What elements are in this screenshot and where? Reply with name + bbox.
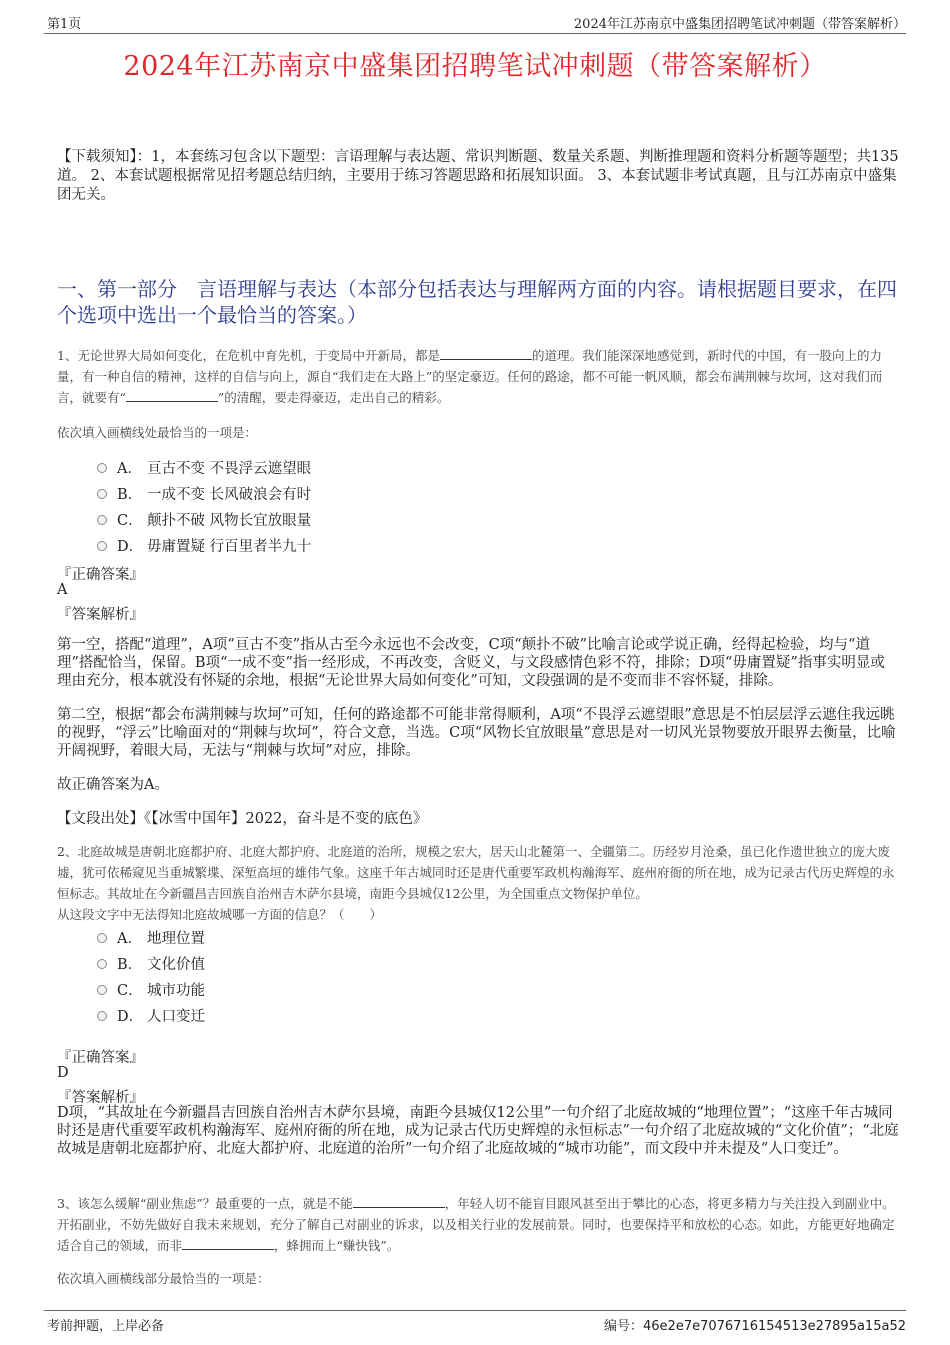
option-letter: C． (117, 983, 143, 999)
q1-option-a[interactable] (97, 457, 311, 478)
option-text: 人口变迁 (147, 1009, 205, 1025)
document-title: 2024年江苏南京中盛集团招聘笔试冲刺题（带答案解析） (123, 51, 827, 82)
q1-answer: A (57, 582, 68, 598)
q1-conclusion: 故正确答案为A。 (57, 777, 169, 793)
radio-icon[interactable] (97, 959, 107, 969)
q3-prompt: 依次填入画横线部分最恰当的一项是： (57, 1271, 270, 1286)
option-text: 亘古不变 不畏浮云遮望眼 (147, 461, 312, 477)
q3-stem-part-b: ，年轻人切不能盲目跟风甚至出于攀比的心态，将更多精力与关注投入到副业中。开拓副业，不妨先做好自我未来规划，充分了解自己对副业的诉求，以及相关行业的发展前景。同时，也要保持平和放松的心态。如此，方能更好地确定适合自己的领域，而非 (57, 1196, 895, 1253)
header-divider (44, 33, 906, 34)
q1-analysis-p1: 第一空，搭配“道理”，A项“亘古不变”指从古至今永远也不会改变，C项“颠扑不破”比喻言论或学说正确，经得起检验，均与“道理”搭配恰当，保留。B项“一成不变”指一经形成，不再改变，含贬义，与文段感情色彩不符，排除；D项“毋庸置疑”指事实明显或理由充分，根本就没有怀疑的余地，根据“无论世界大局如何变化”可知，文段强调的是不变而非不容怀疑，排除。 (57, 637, 885, 689)
option-text: 毋庸置疑 行百里者半九十 (147, 539, 312, 555)
download-notice: 【下载须知】：1，本套练习包含以下题型：言语理解与表达题、常识判断题、数量关系题、判断推理题和资料分析题等题型；共135道。 2、本套试题根据常见招考题总结归纳，主要用于练习答题思路和拓展知识面。 3、本套试题非考试真题，且与江苏南京中盛集团无关。 (57, 149, 899, 203)
option-letter: D． (117, 539, 144, 555)
radio-icon[interactable] (97, 933, 107, 943)
section-heading: 一、第一部分 言语理解与表达（本部分包括表达与理解两方面的内容。请根据题目要求，在四个选项中选出一个最恰当的答案。） (57, 277, 897, 327)
q2-option-d[interactable] (97, 1005, 205, 1026)
q1-prompt: 依次填入画横线处最恰当的一项是： (57, 425, 258, 440)
q3-blank-1 (353, 1195, 445, 1208)
option-letter: A． (117, 931, 142, 947)
question-2-stem: 2、北庭故城是唐朝北庭都护府、北庭大都护府、北庭道的治所，规模之宏大，居天山北麓第一、全疆第二。历经岁月沧桑，虽已化作遗世独立的庞大废墟，犹可依稀窥见当重城繁堞、深堑高垣的雄伟气象。这座千年古城同时还是唐代重要军政机构瀚海军、庭州府衙的所在地，成为记录古代历史辉煌的永恒标志。其故址在今新疆昌吉回族自治州吉木萨尔县境，南距今县城仅12公里，为全国重点文物保护单位。 (57, 844, 895, 901)
radio-icon[interactable] (97, 1011, 107, 1021)
q1-blank-1 (440, 347, 532, 360)
option-letter: C． (117, 513, 143, 529)
q1-analysis-p2: 第二空，根据“都会布满荆棘与坎坷”可知，任何的路途都不可能非常得顺利，A项“不畏浮云遮望眼”意思是不怕层层浮云遮住我远眺的视野，“浮云”比喻面对的“荆棘与坎坷”，符合文意，当选。C项“风物长宜放眼量”意思是对一切风光景物要放开眼界去衡量，比喻开阔视野，着眼大局，无法与“荆棘与坎坷”对应，排除。 (57, 707, 896, 759)
q2-analysis: D项，“其故址在今新疆昌吉回族自治州吉木萨尔县境，南距今县城仅12公里”一句介绍了北庭故城的“地理位置”；“这座千年古城同时还是唐代重要军政机构瀚海军、庭州府衙的所在地，成为记录古代历史辉煌的永恒标志”一句介绍了北庭故城的“文化价值”；“北庭故城是唐朝北庭都护府、北庭大都护府、北庭道的治所”一句介绍了北庭故城的“城市功能”，而文段中并未提及“人口变迁”。 (57, 1105, 899, 1157)
option-letter: B． (117, 957, 143, 973)
footer-doc-id: 编号：46e2e7e7076716154513e27895a15a52 (604, 1319, 906, 1334)
q2-prompt: 从这段文字中无法得知北庭故城哪一方面的信息？（ ） (57, 907, 383, 922)
option-letter: D． (117, 1009, 144, 1025)
footer-divider (44, 1310, 906, 1311)
header-doc-title: 2024年江苏南京中盛集团招聘笔试冲刺题（带答案解析） (573, 17, 906, 32)
option-text: 一成不变 长风破浪会有时 (147, 487, 312, 503)
q3-stem-part-a: 3、该怎么缓解“副业焦虑”？最重要的一点，就是不能 (57, 1196, 353, 1211)
option-text: 颠扑不破 风物长宜放眼量 (147, 513, 312, 529)
q2-option-a[interactable] (97, 927, 205, 948)
footer-slogan: 考前押题，上岸必备 (47, 1319, 165, 1334)
radio-icon[interactable] (97, 541, 107, 551)
q2-analysis-label: 『答案解析』 (57, 1090, 144, 1106)
q2-answer-label: 『正确答案』 (57, 1050, 144, 1066)
q1-blank-2 (126, 389, 218, 402)
q1-source: 【文段出处】《【冰雪中国年】2022，奋斗是不变的底色》 (57, 811, 428, 827)
q1-stem-part-c: ”的清醒，要走得豪迈，走出自己的精彩。 (217, 390, 450, 405)
q2-answer: D (57, 1065, 69, 1081)
option-letter: B． (117, 487, 143, 503)
radio-icon[interactable] (97, 515, 107, 525)
q1-stem-part-b: 的道理。我们能深深地感觉到，新时代的中国，有一股向上的力量，有一种自信的精神，这样的自信与向上，源自“我们走在大路上”的坚定豪迈。任何的路途，都不可能一帆风顺，都会布满荆棘与坎坷，这对我们而言，就要有“ (57, 348, 883, 405)
q3-blank-2 (182, 1237, 274, 1250)
question-1-stem (57, 345, 899, 408)
q1-option-d[interactable] (97, 535, 311, 556)
q2-option-b[interactable] (97, 953, 205, 974)
q1-analysis-label: 『答案解析』 (57, 607, 144, 623)
question-3-stem (57, 1193, 899, 1256)
radio-icon[interactable] (97, 985, 107, 995)
q1-option-b[interactable] (97, 483, 311, 504)
page-number: 第1页 (47, 17, 82, 32)
option-text: 地理位置 (147, 931, 205, 947)
q1-answer-label: 『正确答案』 (57, 567, 144, 583)
radio-icon[interactable] (97, 463, 107, 473)
option-text: 城市功能 (147, 983, 205, 999)
q3-stem-part-c: ，蜂拥而上“赚快钱”。 (274, 1238, 400, 1253)
q1-stem-part-a: 1、无论世界大局如何变化，在危机中育先机，于变局中开新局，都是 (57, 348, 440, 363)
option-text: 文化价值 (147, 957, 205, 973)
q2-option-c[interactable] (97, 979, 205, 1000)
q1-option-c[interactable] (97, 509, 311, 530)
radio-icon[interactable] (97, 489, 107, 499)
option-letter: A． (117, 461, 142, 477)
